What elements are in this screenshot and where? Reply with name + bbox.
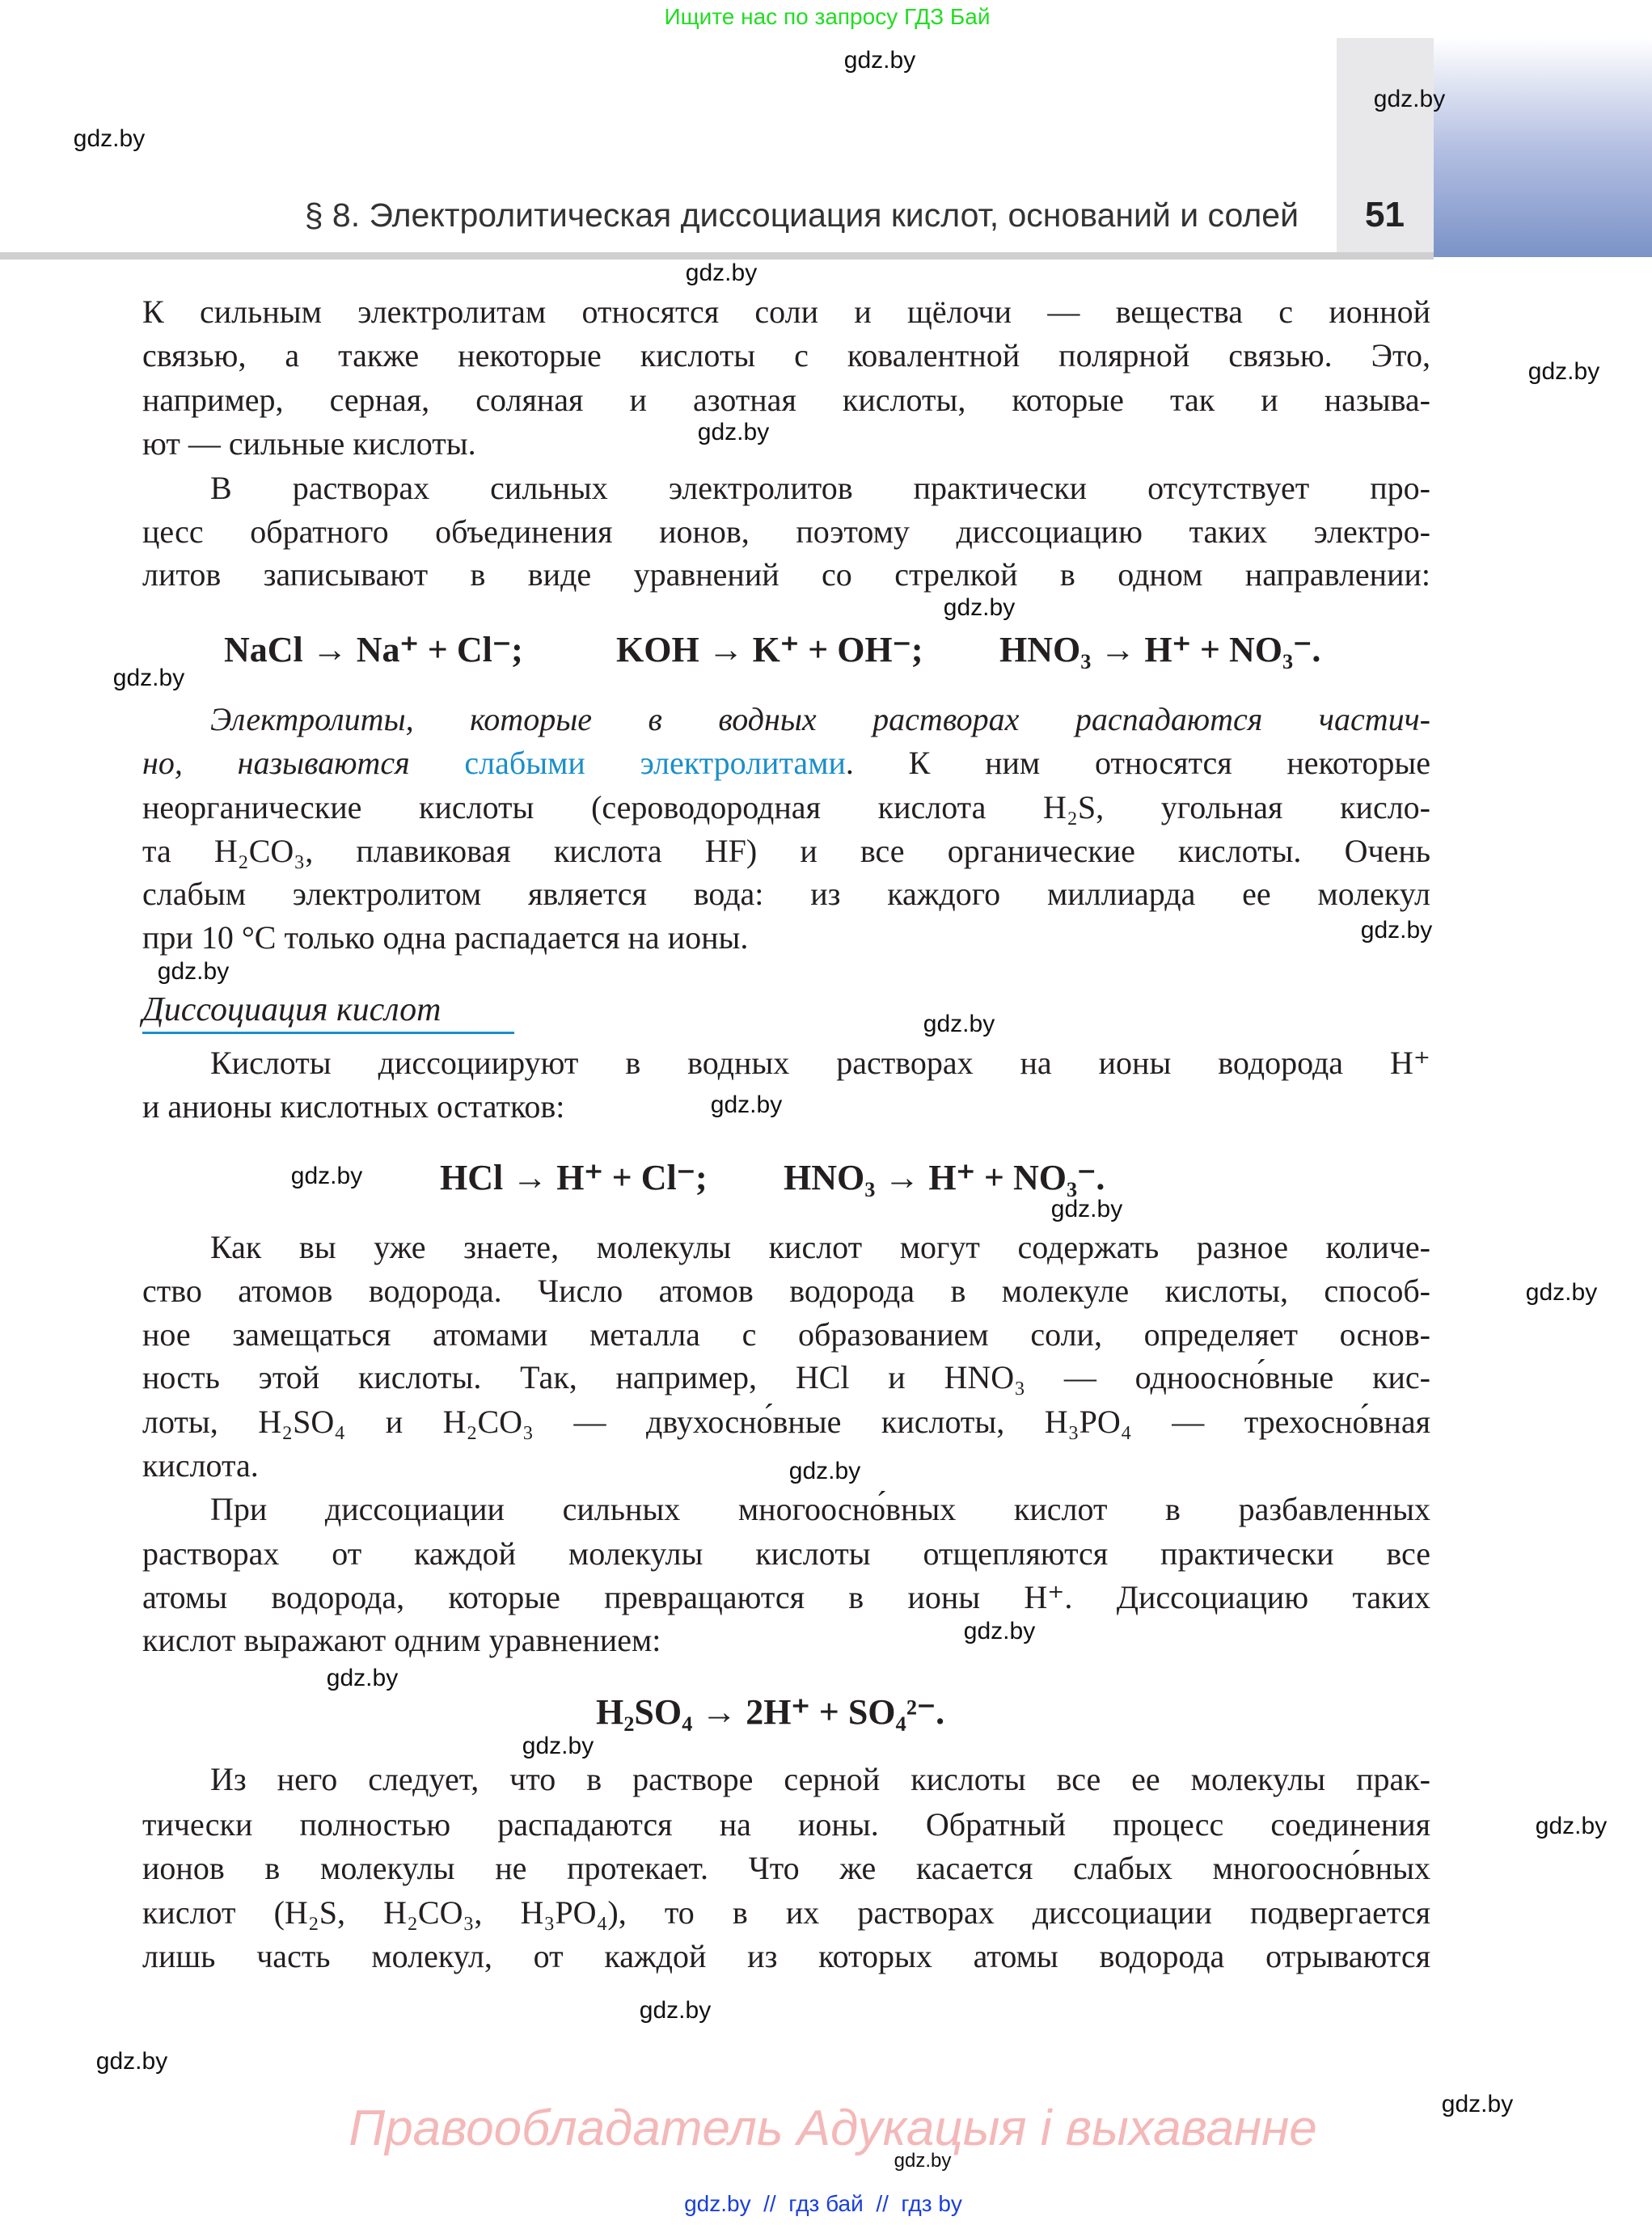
header-rule	[0, 252, 1434, 260]
text-line: Как вы уже знаете, молекулы кислот могут содержать разное количе-	[210, 1229, 1430, 1265]
text-line: и анионы кислотных остатков:	[142, 1088, 565, 1125]
watermark: gdz.by	[685, 260, 758, 286]
text-line: К сильным электролитам относятся соли и щёлочи — вещества с ионной	[142, 293, 1430, 330]
text-line: атомы водорода, которые превращаются в ионы H⁺. Диссоциацию таких	[142, 1579, 1430, 1615]
watermark: gdz.by	[522, 1733, 594, 1759]
text-line: Кислоты диссоциируют в водных растворах на ионы водорода H⁺	[210, 1045, 1430, 1081]
watermark: gdz.by	[843, 47, 916, 74]
text-line: например, серная, соляная и азотная кислоты, которые так и называ-	[142, 382, 1430, 418]
text-line: растворах от каждой молекулы кислоты отщепляются практически все	[142, 1535, 1430, 1572]
text-line: кислота.	[142, 1447, 259, 1484]
definition-text: но, называются	[142, 745, 465, 781]
equation-hno3: HNO₃ → H⁺ + NO₃⁻.	[999, 630, 1321, 669]
text-segment: . К ним относятся некоторые	[845, 745, 1430, 781]
running-header-title: § 8. Электролитическая диссоциация кислот, оснований и солей	[304, 196, 1299, 234]
text-line: ность этой кислоты. Так, например, HCl и HNO₃ — одноосно́вные кис-	[142, 1359, 1430, 1395]
text-line: кислот выражают одним уравнением:	[142, 1622, 661, 1658]
watermark: gdz.by	[697, 419, 770, 445]
watermark: gdz.by	[710, 1091, 783, 1118]
text-line: неорганические кислоты (сероводородная кислота H₂S, угольная кисло-	[142, 789, 1430, 825]
watermark: gdz.by	[1535, 1813, 1608, 1839]
text-line: связью, а также некоторые кислоты с ковалентной полярной связью. Это,	[142, 337, 1430, 374]
watermark: gdz.by	[788, 1458, 861, 1484]
watermark: gdz.by	[1050, 1196, 1123, 1222]
text-line: ионов в молекулы не протекает. Что же касается слабых многоосно́вных	[142, 1850, 1430, 1886]
text-line: кислот (H₂S, H₂CO₃, H₃PO₄), то в их растворах диссоциации подвергается	[142, 1894, 1430, 1931]
text-line: При диссоциации сильных многоосно́вных кислот в разбавленных	[210, 1491, 1430, 1527]
watermark: gdz.by	[73, 125, 146, 152]
watermark: gdz.by	[1373, 86, 1446, 112]
text-line: Из него следует, что в растворе серной кислоты все ее молекулы прак-	[210, 1761, 1430, 1797]
watermark: gdz.by	[95, 2048, 168, 2075]
watermark: gdz.by	[894, 2150, 952, 2172]
watermark: gdz.by	[326, 1665, 399, 1691]
text-line: лишь часть молекул, от каждой из которых атомы водорода отрываются	[142, 1938, 1430, 1974]
text-line: ют — сильные кислоты.	[142, 425, 476, 462]
text-line: цесс обратного объединения ионов, поэтому диссоциацию таких электро-	[142, 513, 1430, 550]
watermark: gdz.by	[1527, 358, 1600, 385]
watermark: gdz.by	[290, 1163, 363, 1189]
text-line: В растворах сильных электролитов практически отсутствует про-	[210, 470, 1430, 506]
header-gradient	[1434, 38, 1652, 257]
equation-h2so4: H₂SO₄ → 2H⁺ + SO₄²⁻.	[596, 1692, 945, 1732]
term-weak-electrolytes: слабыми электролитами	[464, 745, 846, 781]
section-heading: Диссоциация кислот	[142, 988, 514, 1034]
watermark: gdz.by	[963, 1618, 1036, 1644]
text-line: ное замещаться атомами металла с образованием соли, определяет основ-	[142, 1316, 1430, 1353]
footer-links[interactable]: gdz.by // гдз бай // гдз by	[684, 2191, 962, 2216]
equation-koh: KOH → K⁺ + OH⁻;	[616, 630, 923, 669]
watermark: gdz.by	[1441, 2091, 1514, 2117]
page-number: 51	[1365, 195, 1405, 234]
watermark: gdz.by	[112, 665, 185, 691]
equation-nacl: NaCl → Na⁺ + Cl⁻;	[224, 630, 523, 669]
text-line: литов записывают в виде уравнений со стрелкой в одном направлении:	[142, 556, 1430, 593]
copyright-notice: Правообладатель Адукацыя і выхаванне	[349, 2100, 1317, 2156]
definition-line: Электролиты, которые в водных растворах распадаются частич-	[210, 701, 1430, 737]
watermark: gdz.by	[157, 958, 230, 985]
equation-hno3: HNO₃ → H⁺ + NO₃⁻.	[784, 1158, 1105, 1197]
text-line: та H₂CO₃, плавиковая кислота HF) и все органические кислоты. Очень	[142, 833, 1430, 869]
text-line: при 10 °C только одна распадается на ионы.	[142, 919, 749, 956]
equation-hcl: HCl → H⁺ + Cl⁻;	[440, 1158, 708, 1197]
text-line: лоты, H₂SO₄ и H₂CO₃ — двухосно́вные кислоты, H₃PO₄ — трехосно́вная	[142, 1404, 1430, 1440]
search-banner[interactable]: Ищите нас по запросу ГДЗ Бай	[664, 4, 991, 29]
watermark: gdz.by	[639, 1997, 712, 2024]
text-line: слабым электролитом является вода: из каждого миллиарда ее молекул	[142, 876, 1430, 912]
text-line: ство атомов водорода. Число атомов водорода в молекуле кислоты, способ-	[142, 1273, 1430, 1309]
watermark: gdz.by	[1360, 917, 1433, 944]
text-line: тически полностью распадаются на ионы. Обратный процесс соединения	[142, 1806, 1430, 1843]
text-line-with-term	[142, 741, 1430, 785]
watermark: gdz.by	[943, 594, 1016, 621]
watermark: gdz.by	[923, 1011, 995, 1037]
watermark: gdz.by	[1525, 1279, 1598, 1306]
